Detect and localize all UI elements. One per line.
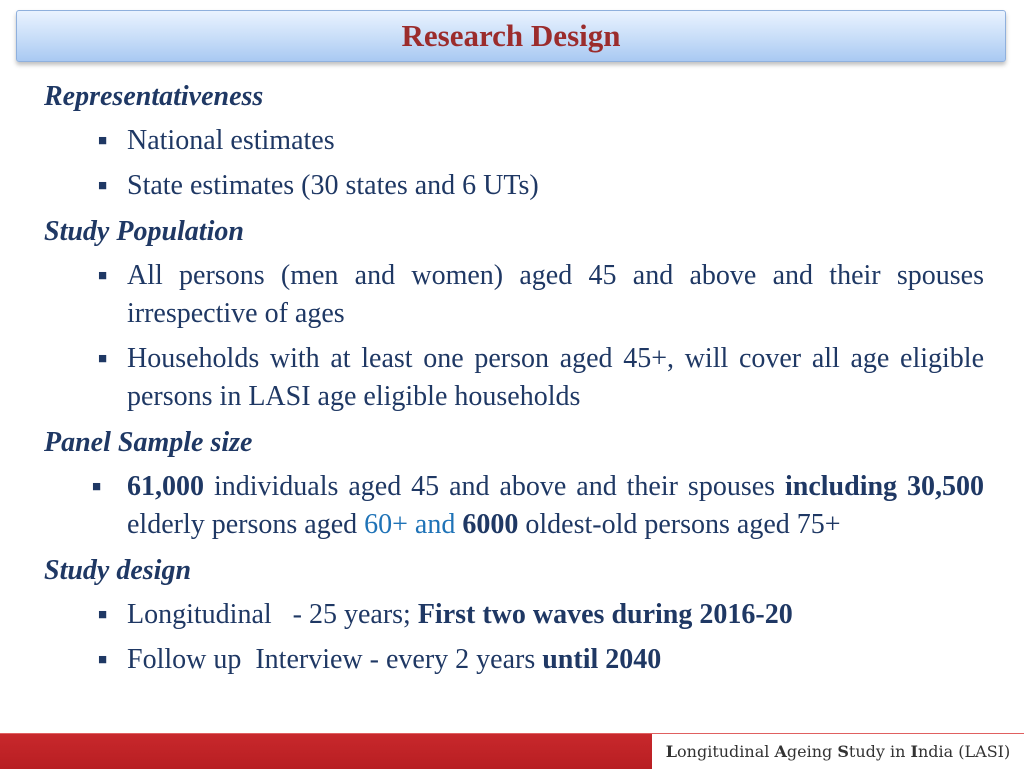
square-bullet-icon: ■: [98, 652, 108, 668]
slide-content: [44, 74, 984, 683]
square-bullet-icon: ■: [98, 607, 108, 623]
slide-title: Research Design: [401, 18, 621, 53]
bullet-follow-up: ■ Follow up Interview - every 2 years until 2040: [44, 638, 984, 683]
square-bullet-icon: ■: [98, 351, 108, 367]
section-heading-study-population: Study Population: [44, 216, 244, 247]
bullet-state-estimates: ■ State estimates (30 states and 6 UTs): [44, 164, 984, 209]
bullet-all-persons: ■ All persons (men and women) aged 45 and above and their spouses irrespective of ages: [44, 254, 984, 337]
bullet-sample-size: ■ 61,000 individuals aged 45 and above and their spouses including 30,500 elderly persons aged 60+ and 6000 oldest-old persons aged 75+: [44, 465, 984, 548]
square-bullet-icon: ■: [98, 268, 108, 284]
bullet-households: ■ Households with at least one person aged 45+, will cover all age eligible persons in LASI age eligible households: [44, 337, 984, 420]
section-heading-representativeness: Representativeness: [44, 81, 264, 112]
bullet-longitudinal: ■ Longitudinal - 25 years; First two waves during 2016-20: [44, 593, 984, 638]
footer-bar: [0, 733, 1024, 769]
square-bullet-icon: ■: [92, 479, 102, 495]
title-bar: [16, 10, 1006, 62]
section-heading-study-design: Study design: [44, 555, 192, 586]
bullet-national-estimates: ■ National estimates: [44, 119, 984, 164]
footer-study-name: L ongitudinal A geing S tudy in I ndia (LASI): [652, 734, 1024, 769]
section-heading-panel-sample-size: Panel Sample size: [44, 427, 253, 458]
square-bullet-icon: ■: [98, 133, 108, 149]
square-bullet-icon: ■: [98, 178, 108, 194]
